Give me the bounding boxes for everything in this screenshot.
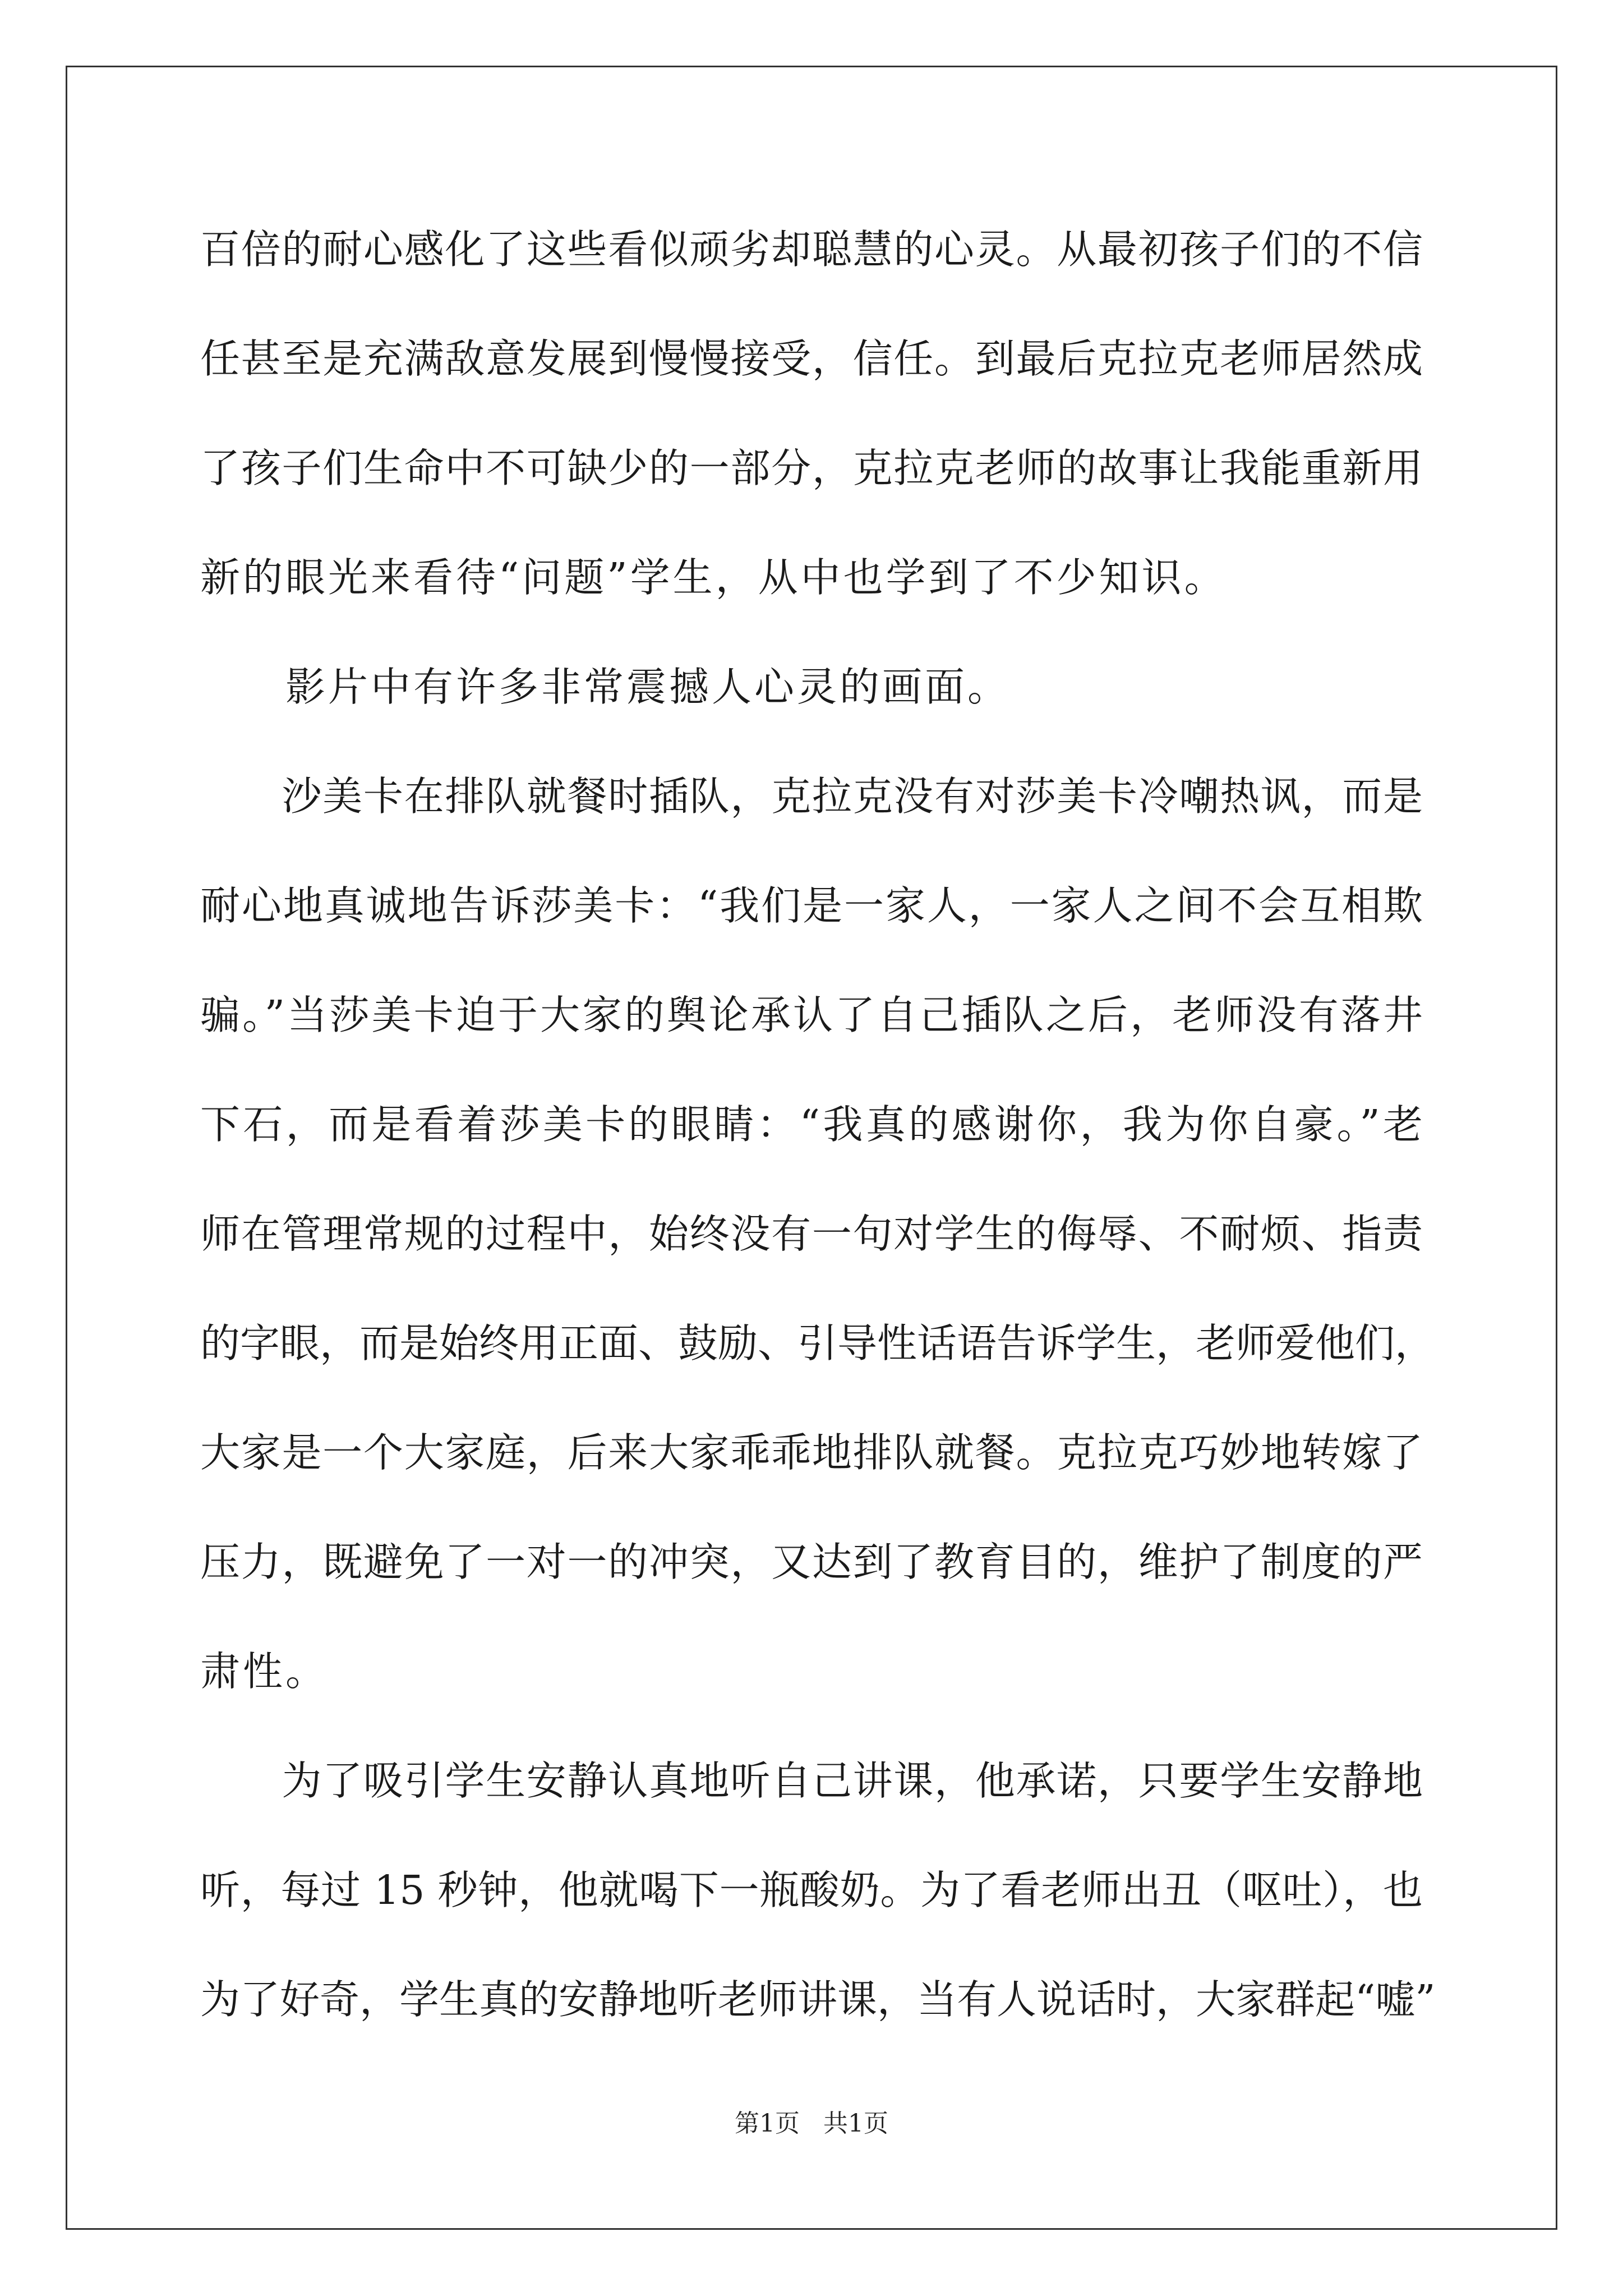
text-line: 影片中有许多非常震撼人心灵的画面。	[200, 664, 1011, 710]
text-line: 骗。”当莎美卡迫于大家的舆论承认了自己插队之后，老师没有落井	[200, 992, 1423, 1038]
text-line: 为了吸引学生安静认真地听自己讲课，他承诺，只要学生安静地	[200, 1757, 1423, 1804]
text-line: 大家是一个大家庭，后来大家乖乖地排队就餐。克拉克巧妙地转嫁了	[200, 1429, 1423, 1476]
text-line: 沙美卡在排队就餐时插队，克拉克没有对莎美卡冷嘲热讽，而是	[200, 773, 1423, 820]
text-line: 的字眼，而是始终用正面、鼓励、引导性话语告诉学生，老师爱他们，	[200, 1320, 1435, 1366]
text-line: 了孩子们生命中不可缺少的一部分，克拉克老师的故事让我能重新用	[200, 445, 1423, 491]
text-line: 师在管理常规的过程中，始终没有一句对学生的侮辱、不耐烦、指责	[200, 1211, 1423, 1257]
text-line: 下石，而是看着莎美卡的眼睛：“我真的感谢你，我为你自豪。”老	[200, 1101, 1423, 1148]
text-line: 任甚至是充满敌意发展到慢慢接受，信任。到最后克拉克老师居然成	[200, 335, 1423, 382]
text-line: 压力，既避免了一对一的冲突，又达到了教育目的，维护了制度的严	[200, 1539, 1423, 1585]
text-line: 听，每过 15 秒钟，他就喝下一瓶酸奶。为了看老师出丑（呕吐），也	[200, 1867, 1423, 1913]
text-line: 为了好奇，学生真的安静地听老师讲课，当有人说话时，大家群起“嘘”	[200, 1976, 1436, 2023]
text-line: 肃性。	[200, 1648, 329, 1695]
page-number-footer: 第1页 共1页	[735, 2109, 888, 2138]
text-line: 新的眼光来看待“问题”学生，从中也学到了不少知识。	[200, 554, 1227, 601]
text-line: 耐心地真诚地告诉莎美卡：“我们是一家人，一家人之间不会互相欺	[200, 882, 1423, 929]
text-line: 百倍的耐心感化了这些看似顽劣却聪慧的心灵。从最初孩子们的不信	[200, 226, 1423, 273]
